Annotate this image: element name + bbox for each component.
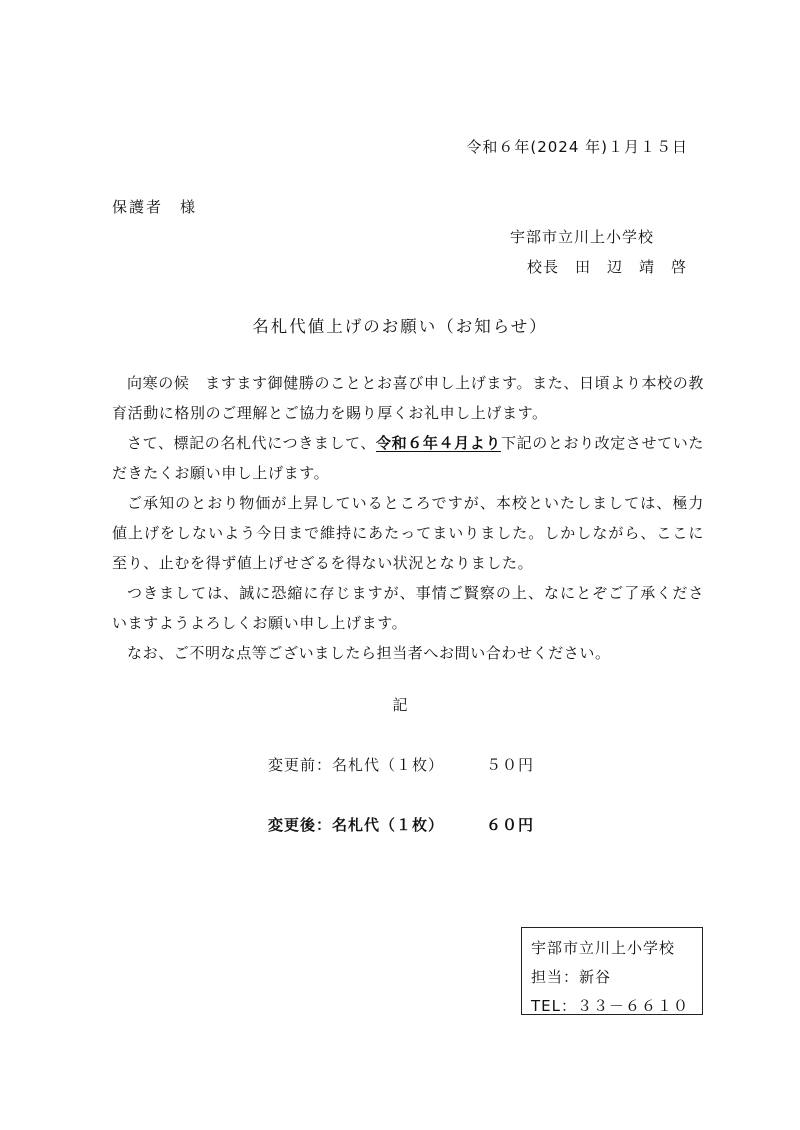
contact-school: 宇部市立川上小学校	[531, 939, 676, 957]
addressee: 保護者 様	[112, 198, 198, 216]
price-after-label: 変更後：名札代（１枚）	[268, 816, 445, 834]
price-before-row	[268, 754, 534, 775]
contact-person: 担当：新谷	[531, 968, 612, 986]
document-title: 名札代値上げのお願い（お知らせ）	[252, 317, 548, 336]
contact-box	[521, 927, 703, 1015]
paragraph-contact-note: なお、ご不明な点等ございましたら担当者へお問い合わせください。	[127, 644, 611, 662]
price-after-row	[268, 814, 534, 835]
paragraph-request: つきましては、誠に恐縮に存じますが、事情ご賢察の上、なにとぞご了承くださいますようよろしくお願い申し上げます。	[112, 584, 704, 632]
price-before-value: ５０円	[486, 756, 535, 774]
document-date: 令和６年(2024 年)１月１５日	[466, 138, 688, 156]
announcement-tail: 下記のとおり改定させていただきたくお願い申し上げます。	[112, 434, 704, 482]
paragraph-announcement	[112, 428, 704, 488]
sender-principal: 校長 田 辺 靖 啓	[527, 258, 688, 276]
paragraph-reason: ご承知のとおり物価が上昇しているところですが、本校といたしましては、極力値上げをしないよう今日まで維持にあたってまいりました。しかしながら、ここに至り、止むを得ず値上げせざるを得ない状況となりました。	[112, 494, 704, 572]
effective-date-emphasis: 令和６年４月より	[376, 434, 501, 452]
announcement-lead: さて、標記の名札代につきまして、	[127, 434, 377, 452]
contact-tel: TEL：３３－６６１０	[531, 997, 689, 1015]
ki-heading: 記	[392, 696, 408, 714]
price-before-label: 変更前：名札代（１枚）	[268, 756, 445, 774]
letter-body	[112, 368, 704, 668]
paragraph-greeting: 向寒の候 ますます御健勝のこととお喜び申し上げます。また、日頃より本校の教育活動に格別のご理解とご協力を賜り厚くお礼申し上げます。	[112, 374, 704, 422]
sender-school: 宇部市立川上小学校	[510, 228, 655, 246]
price-after-value: ６０円	[486, 816, 535, 834]
